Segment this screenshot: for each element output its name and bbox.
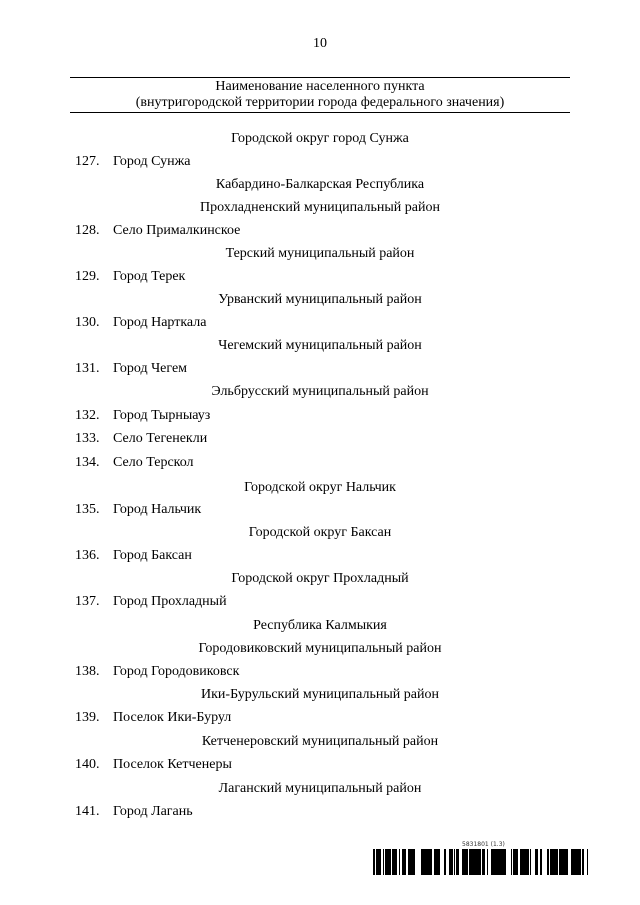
list-item-name: Город Прохладный [113,594,227,609]
barcode-bar [573,849,574,875]
list-item-number: 130. [75,315,100,330]
list-item [75,408,210,424]
barcode-bar [522,849,523,875]
list-item [75,757,232,773]
barcode-bar [393,849,395,875]
barcode-bar [493,849,496,875]
section-heading: Ики-Бурульский муниципальный район [201,687,439,702]
barcode-bar [575,849,577,875]
list-item-name: Село Тегенекли [113,431,208,446]
barcode-bar [450,849,451,875]
section-heading: Городской округ Нальчик [244,480,396,495]
barcode-bar [540,849,541,875]
barcode-label: 5831801 (1.3) [462,841,505,848]
header-rule-top [70,77,570,78]
barcode-bar [537,849,538,875]
barcode-bar [409,849,410,875]
barcode-bar [402,849,404,875]
barcode-bar [527,849,529,875]
section-heading: Городовиковский муниципальный район [198,641,442,656]
barcode-bar [383,849,384,875]
barcode-bar [424,849,425,875]
list-item-number: 128. [75,223,100,238]
list-item-name: Город Городовиковск [113,664,240,679]
barcode-bar [458,849,459,875]
barcode-bar [452,849,453,875]
list-item [75,269,185,285]
list-item-number: 137. [75,594,100,609]
barcode-bar [428,849,430,875]
barcode-bar [476,849,478,875]
barcode-bar [503,849,505,875]
list-item-number: 129. [75,269,100,284]
list-item-number: 141. [75,804,100,819]
list-item [75,431,207,447]
barcode-bar [491,849,493,875]
list-item-number: 136. [75,548,100,563]
barcode-bar [465,849,467,875]
barcode-bar [449,849,450,875]
list-item-name: Город Лагань [113,804,193,819]
barcode-bar [496,849,497,875]
barcode-bar [412,849,413,875]
list-item-number: 135. [75,502,100,517]
barcode-bar [515,849,516,875]
barcode-bar [457,849,458,875]
barcode-bar [451,849,452,875]
barcode-bar [430,849,432,875]
barcode-bar [562,849,564,875]
list-item [75,315,206,331]
barcode-bar [582,849,583,875]
barcode-bar [566,849,567,875]
barcode-bar [473,849,474,875]
section-heading: Лаганский муниципальный район [218,781,422,796]
list-item-name: Село Прималкинское [113,223,241,238]
section-heading: Кабардино-Балкарская Республика [215,177,425,192]
column-header-line-2: (внутригородской территории города федерального значения) [135,95,505,110]
barcode-bar [555,849,557,875]
section-heading: Терский муниципальный район [225,246,415,261]
barcode-bar [552,849,555,875]
barcode-image [372,849,592,875]
barcode-bar [445,849,446,875]
barcode-bar [559,849,562,875]
barcode-bar [399,849,400,875]
list-item [75,223,240,239]
barcode-bar [456,849,457,875]
barcode-bar [421,849,423,875]
barcode-bar [482,849,485,875]
section-heading: Чегемский муниципальный район [218,338,422,353]
barcode-bar [516,849,517,875]
list-item [75,664,239,680]
list-item [75,455,194,471]
list-item [75,804,193,820]
list-item-name: Село Терскол [113,455,194,470]
list-item [75,154,190,170]
barcode-bar [580,849,581,875]
section-heading: Прохладненский муниципальный район [200,200,440,215]
section-heading: Городской округ Баксан [248,525,392,540]
list-item-number: 127. [75,154,100,169]
list-item-name: Поселок Ики-Бурул [113,710,232,725]
barcode-bar [478,849,481,875]
section-heading: Городской округ город Сунжа [231,131,409,146]
list-item-number: 132. [75,408,100,423]
barcode-bar [413,849,415,875]
barcode-bar [564,849,566,875]
barcode-bar [387,849,389,875]
list-item [75,594,227,610]
barcode-bar [574,849,575,875]
barcode-bar [392,849,393,875]
list-item-name: Город Сунжа [113,154,191,169]
column-header-line-1: Наименование населенного пункта [215,79,425,94]
barcode-bar [511,849,512,875]
barcode-bar [374,849,375,875]
barcode-bar [373,849,374,875]
section-heading: Кетченеровский муниципальный район [201,734,439,749]
list-item-name: Поселок Кетченеры [113,757,232,772]
barcode-bar [462,849,464,875]
barcode-bar [535,849,537,875]
list-item [75,710,231,726]
list-item-number: 131. [75,361,100,376]
barcode-bar [557,849,558,875]
barcode-bar [378,849,380,875]
barcode-bar [524,849,527,875]
barcode-bar [587,849,588,875]
barcode-bar [439,849,440,875]
barcode-bar [469,849,470,875]
barcode-bar [499,849,501,875]
section-heading: Городской округ Прохладный [231,571,409,586]
barcode-bar [513,849,515,875]
list-item-name: Город Терек [113,269,186,284]
barcode-bar [567,849,568,875]
barcode-bar [497,849,499,875]
list-item-name: Город Баксан [113,548,192,563]
list-item-number: 134. [75,455,100,470]
section-heading: Республика Калмыкия [253,618,387,633]
barcode-bar [410,849,412,875]
list-item-name: Город Тырныауз [113,408,211,423]
list-item [75,548,192,564]
barcode-bar [385,849,387,875]
barcode-bar [376,849,378,875]
list-item-name: Город Нальчик [113,502,202,517]
barcode-bar [523,849,524,875]
barcode-bar [434,849,436,875]
barcode-bar [467,849,468,875]
barcode-bar [517,849,518,875]
barcode-bar [501,849,503,875]
barcode-bar [579,849,580,875]
barcode-bar [404,849,405,875]
barcode-bar [487,849,488,875]
list-item-name: Город Чегем [113,361,188,376]
header-rule-bottom [70,112,570,113]
barcode-bar [408,849,409,875]
barcode-bar [520,849,522,875]
barcode-bar [423,849,424,875]
barcode-bar [464,849,465,875]
barcode-bar [454,849,455,875]
barcode-bar [474,849,476,875]
barcode-bar [395,849,397,875]
barcode-bar [550,849,552,875]
list-item-number: 138. [75,664,100,679]
barcode-bar [583,849,584,875]
list-item-number: 140. [75,757,100,772]
barcode-bar [571,849,573,875]
barcode-bar [444,849,445,875]
barcode-bar [505,849,506,875]
barcode-bar [470,849,473,875]
barcode-bar [541,849,542,875]
barcode-bar [380,849,381,875]
barcode-bar [436,849,439,875]
list-item-number: 139. [75,710,100,725]
list-item [75,361,187,377]
barcode-bar [405,849,406,875]
list-item [75,502,201,518]
section-heading: Эльбрусский муниципальный район [211,384,429,399]
list-item-number: 133. [75,431,100,446]
page-number: 10 [313,36,327,51]
barcode-bar [547,849,549,875]
barcode-bar [530,849,531,875]
barcode-bar [425,849,428,875]
list-item-name: Город Нарткала [113,315,207,330]
barcode-bar [389,849,391,875]
barcode-bar [577,849,579,875]
section-heading: Урванский муниципальный район [218,292,422,307]
column-header [70,79,570,111]
